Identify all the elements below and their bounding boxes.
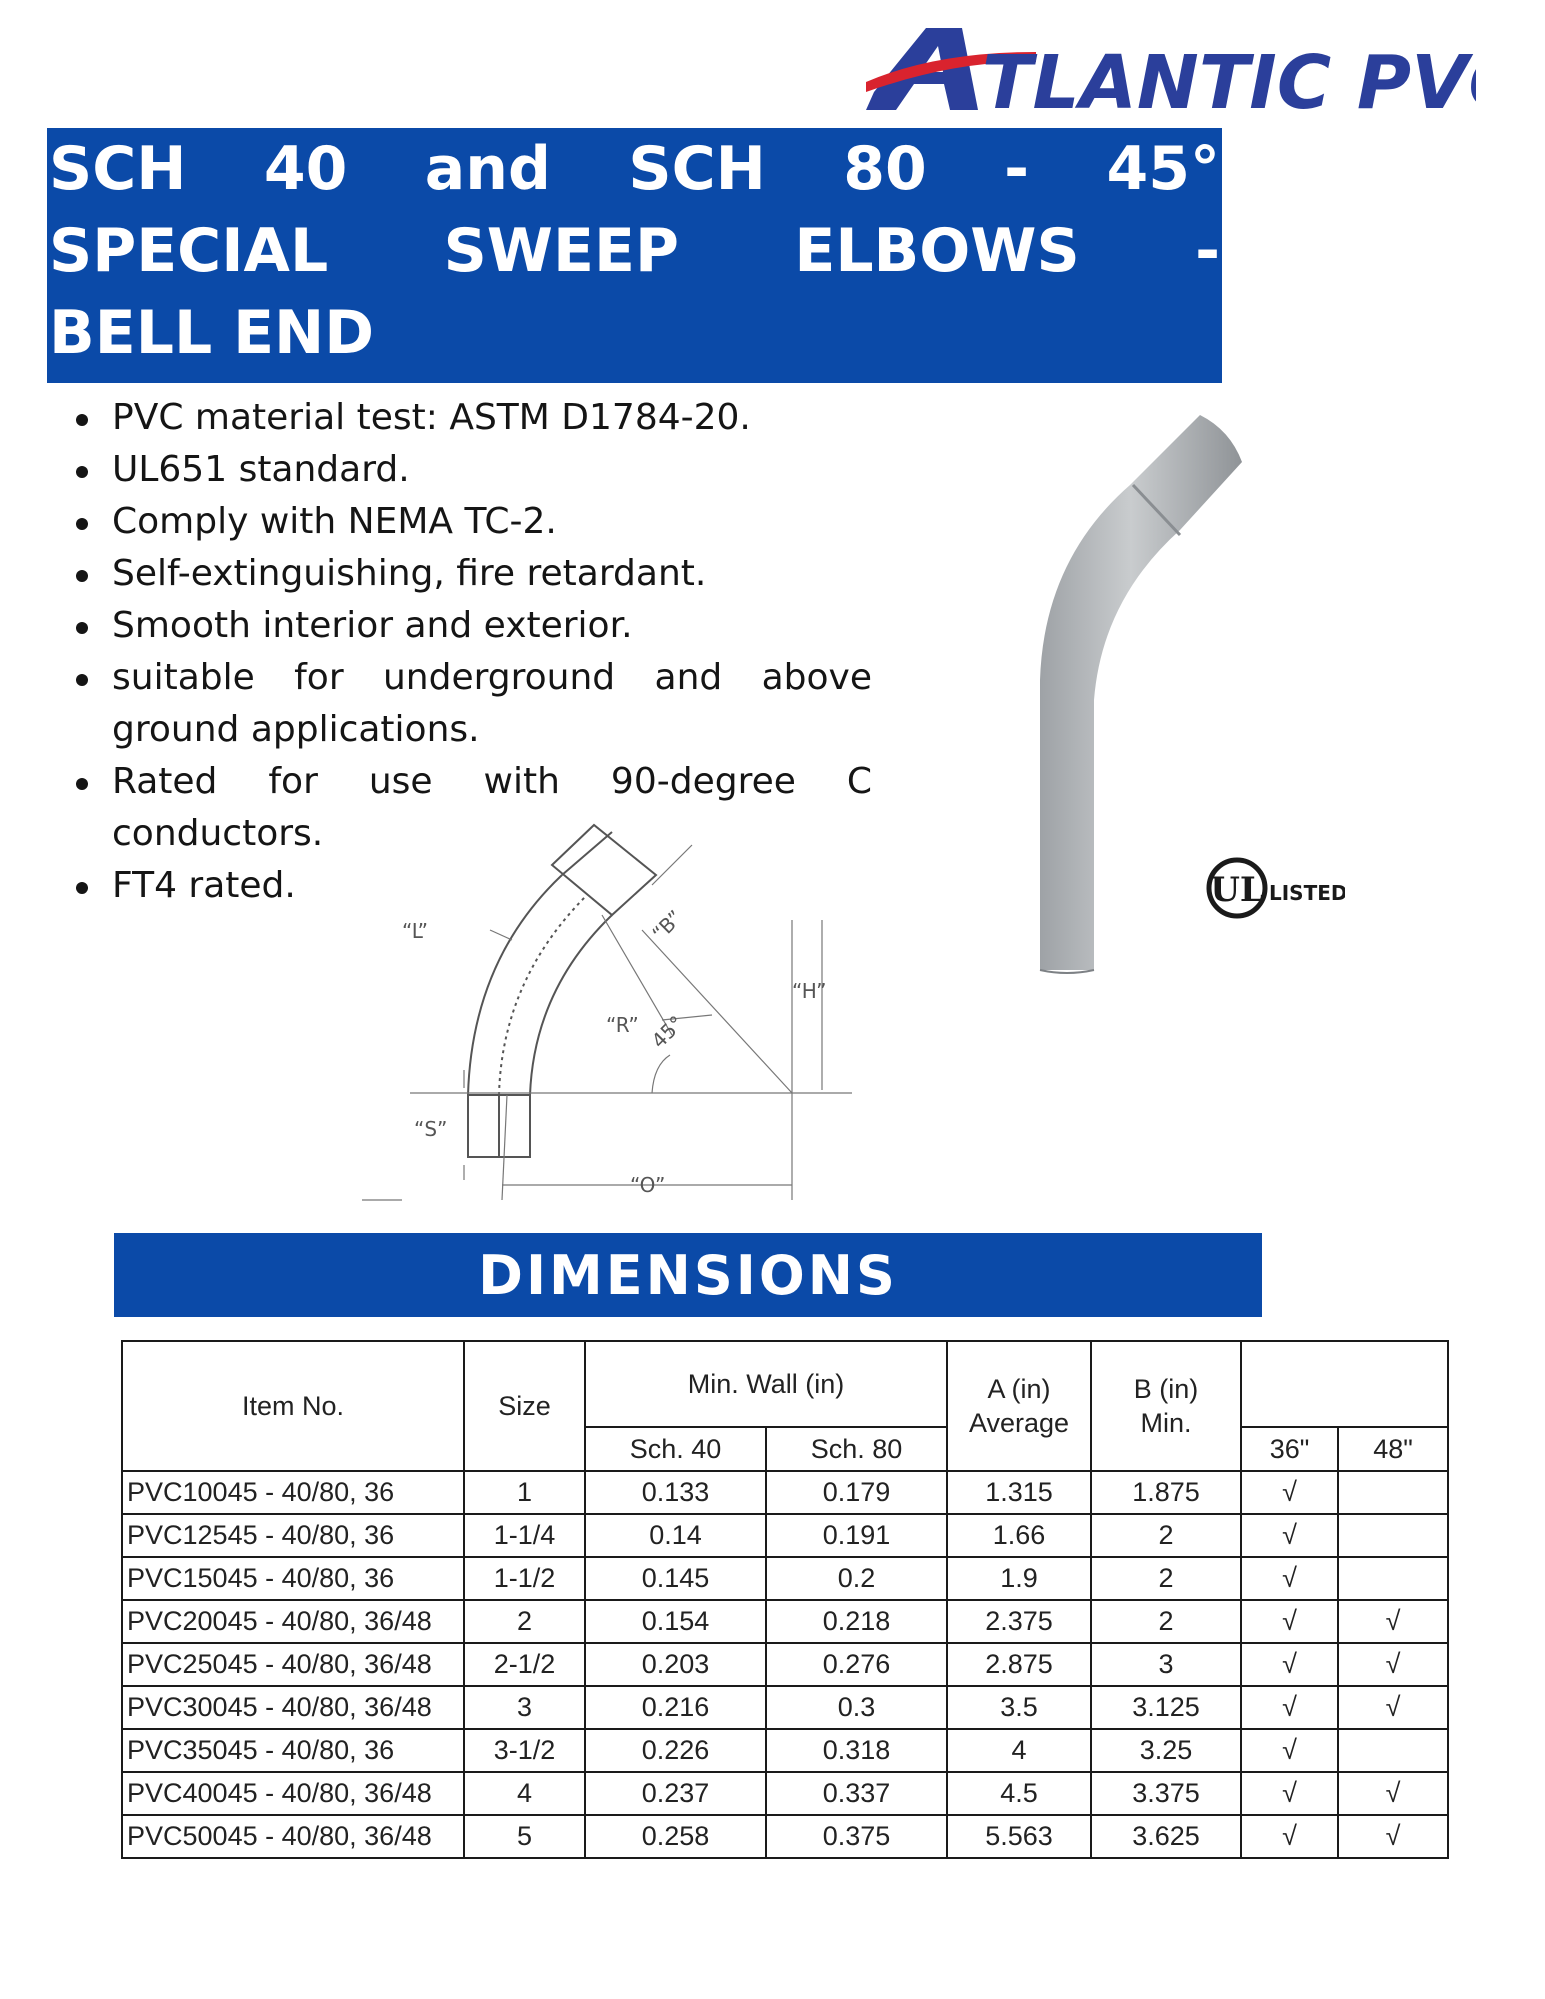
cell-b: 3.625	[1091, 1815, 1241, 1858]
cell-size: 2	[464, 1600, 585, 1643]
feature-item: Comply with NEMA TC-2.	[112, 496, 872, 548]
cell-item: PVC12545 - 40/80, 36	[122, 1514, 464, 1557]
svg-text:UL: UL	[1210, 870, 1264, 910]
table-row	[122, 1729, 1448, 1772]
cell-a: 4	[947, 1729, 1091, 1772]
col-header-b: B (in) Min.	[1091, 1341, 1241, 1471]
feature-item: suitable for underground and above ground applications.	[112, 652, 872, 756]
cell-a: 1.66	[947, 1514, 1091, 1557]
title-line-3: BELL END	[49, 298, 375, 368]
cell-a: 1.9	[947, 1557, 1091, 1600]
logo-text: TLANTIC PVC	[982, 40, 1476, 114]
cell-sch40: 0.154	[585, 1600, 766, 1643]
feature-item: Rated for use with 90-degree C conductors.	[112, 756, 872, 860]
cell-sch80: 0.375	[766, 1815, 947, 1858]
diagram-label-r: “R”	[606, 1013, 639, 1037]
col-header-sch40: Sch. 40	[585, 1427, 766, 1471]
table-row	[122, 1514, 1448, 1557]
cell-l48: √	[1338, 1600, 1448, 1643]
col-header-item: Item No.	[122, 1341, 464, 1471]
cell-l48	[1338, 1729, 1448, 1772]
cell-item: PVC15045 - 40/80, 36	[122, 1557, 464, 1600]
table-row	[122, 1643, 1448, 1686]
cell-b: 3.375	[1091, 1772, 1241, 1815]
cell-sch80: 0.218	[766, 1600, 947, 1643]
elbow-dimension-diagram	[362, 820, 872, 1215]
cell-b: 3.25	[1091, 1729, 1241, 1772]
col-header-a: A (in) Average	[947, 1341, 1091, 1471]
cell-item: PVC20045 - 40/80, 36/48	[122, 1600, 464, 1643]
diagram-label-h: “H”	[792, 979, 827, 1003]
table-row	[122, 1686, 1448, 1729]
cell-b: 3	[1091, 1643, 1241, 1686]
cell-sch80: 0.276	[766, 1643, 947, 1686]
cell-item: PVC10045 - 40/80, 36	[122, 1471, 464, 1514]
table-row	[122, 1557, 1448, 1600]
cell-b: 2	[1091, 1557, 1241, 1600]
cell-l36: √	[1241, 1686, 1338, 1729]
cell-l48: √	[1338, 1686, 1448, 1729]
diagram-label-o: “O”	[630, 1173, 666, 1197]
title-line-1: SCH 40 and SCH 80 - 45°	[49, 134, 1220, 204]
cell-l36: √	[1241, 1815, 1338, 1858]
dimensions-heading: DIMENSIONS	[478, 1243, 898, 1307]
cell-item: PVC50045 - 40/80, 36/48	[122, 1815, 464, 1858]
cell-sch80: 0.337	[766, 1772, 947, 1815]
title-line-2: SPECIAL SWEEP ELBOWS -	[49, 216, 1220, 286]
cell-l36: √	[1241, 1729, 1338, 1772]
cell-sch40: 0.258	[585, 1815, 766, 1858]
cell-sch40: 0.203	[585, 1643, 766, 1686]
cell-size: 3	[464, 1686, 585, 1729]
dimensions-banner	[114, 1233, 1262, 1317]
cell-item: PVC35045 - 40/80, 36	[122, 1729, 464, 1772]
cell-sch80: 0.179	[766, 1471, 947, 1514]
table-row	[122, 1815, 1448, 1858]
cell-a: 1.315	[947, 1471, 1091, 1514]
diagram-label-b: “B”	[647, 905, 688, 946]
diagram-label-l: “L”	[402, 919, 428, 943]
col-header-min-wall: Min. Wall (in)	[585, 1341, 947, 1427]
cell-a: 3.5	[947, 1686, 1091, 1729]
cell-b: 1.875	[1091, 1471, 1241, 1514]
cell-sch80: 0.3	[766, 1686, 947, 1729]
cell-l48	[1338, 1557, 1448, 1600]
col-header-size: Size	[464, 1341, 585, 1471]
col-header-48: 48"	[1338, 1427, 1448, 1471]
cell-a: 2.875	[947, 1643, 1091, 1686]
cell-sch40: 0.133	[585, 1471, 766, 1514]
col-header-sch80: Sch. 80	[766, 1427, 947, 1471]
cell-size: 1	[464, 1471, 585, 1514]
cell-sch40: 0.216	[585, 1686, 766, 1729]
cell-sch40: 0.226	[585, 1729, 766, 1772]
cell-sch80: 0.318	[766, 1729, 947, 1772]
feature-item: Self-extinguishing, fire retardant.	[112, 548, 872, 600]
cell-l48	[1338, 1514, 1448, 1557]
svg-text:LISTED: LISTED	[1269, 881, 1345, 905]
cell-l48: √	[1338, 1643, 1448, 1686]
atlantic-pvc-logo	[866, 22, 1476, 114]
feature-item: PVC material test: ASTM D1784-20.	[112, 392, 872, 444]
col-header-36: 36"	[1241, 1427, 1338, 1471]
cell-l48	[1338, 1471, 1448, 1514]
cell-size: 4	[464, 1772, 585, 1815]
cell-l36: √	[1241, 1600, 1338, 1643]
cell-item: PVC25045 - 40/80, 36/48	[122, 1643, 464, 1686]
feature-item: UL651 standard.	[112, 444, 872, 496]
cell-a: 5.563	[947, 1815, 1091, 1858]
cell-a: 4.5	[947, 1772, 1091, 1815]
cell-b: 2	[1091, 1514, 1241, 1557]
cell-b: 2	[1091, 1600, 1241, 1643]
cell-size: 1-1/2	[464, 1557, 585, 1600]
cell-item: PVC30045 - 40/80, 36/48	[122, 1686, 464, 1729]
cell-size: 2-1/2	[464, 1643, 585, 1686]
cell-sch40: 0.237	[585, 1772, 766, 1815]
table-row	[122, 1600, 1448, 1643]
dimensions-table	[121, 1340, 1449, 1859]
cell-size: 1-1/4	[464, 1514, 585, 1557]
cell-sch80: 0.2	[766, 1557, 947, 1600]
cell-l36: √	[1241, 1514, 1338, 1557]
table-row	[122, 1772, 1448, 1815]
cell-l48: √	[1338, 1815, 1448, 1858]
cell-size: 3-1/2	[464, 1729, 585, 1772]
feature-item: Smooth interior and exterior.	[112, 600, 872, 652]
cell-sch40: 0.14	[585, 1514, 766, 1557]
cell-l48: √	[1338, 1772, 1448, 1815]
cell-a: 2.375	[947, 1600, 1091, 1643]
diagram-label-s: “S”	[414, 1117, 448, 1141]
cell-l36: √	[1241, 1557, 1338, 1600]
feature-item: FT4 rated.	[112, 860, 872, 912]
cell-l36: √	[1241, 1772, 1338, 1815]
cell-b: 3.125	[1091, 1686, 1241, 1729]
title-banner	[47, 128, 1222, 383]
diagram-label-angle: 45°	[646, 1010, 689, 1053]
cell-sch40: 0.145	[585, 1557, 766, 1600]
cell-l36: √	[1241, 1471, 1338, 1514]
cell-sch80: 0.191	[766, 1514, 947, 1557]
cell-item: PVC40045 - 40/80, 36/48	[122, 1772, 464, 1815]
table-row	[122, 1471, 1448, 1514]
cell-size: 5	[464, 1815, 585, 1858]
col-header-length	[1241, 1341, 1448, 1427]
ul-listed-badge	[1205, 855, 1345, 921]
cell-l36: √	[1241, 1643, 1338, 1686]
